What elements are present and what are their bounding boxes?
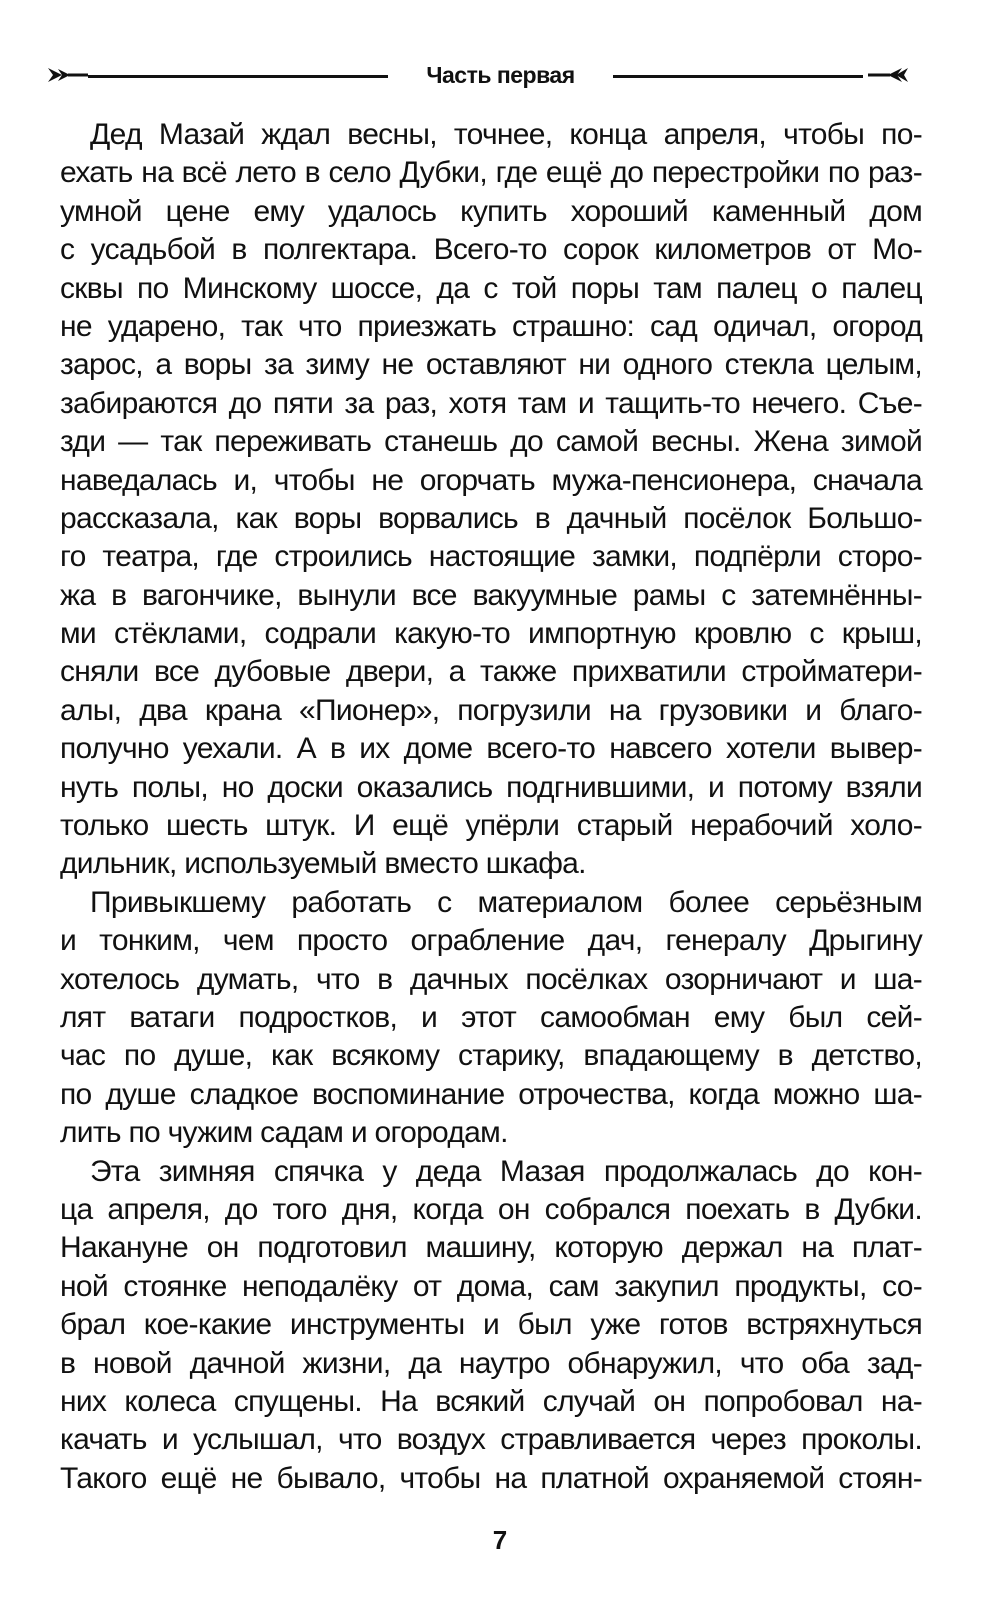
text-line: ми стёклами, содрали какую-то импортную кровлю с крыш, (60, 617, 922, 651)
text-line: лить по чужим садам и огородам. (60, 1116, 508, 1150)
text-line: хотелось думать, что в дачных посёлках озорничают и ша- (60, 962, 922, 996)
text-line: алы, два крана «Пионер», погрузили на грузовики и благо- (60, 693, 922, 727)
text-line: наведалась и, чтобы не огорчать мужа-пенсионера, сначала (60, 463, 922, 497)
text-line: с усадьбой в полгектара. Всего-то сорок километров от Мо- (60, 233, 922, 267)
arrow-ornament-left-icon (48, 60, 88, 90)
text-line: и тонким, чем просто ограбление дач, генералу Дрыгину (60, 924, 922, 958)
text-line: сняли все дубовые двери, а также прихватили стройматери- (60, 655, 922, 689)
text-line: умной цене ему удалось купить хороший каменный дом (60, 194, 922, 228)
text-line: зарос, а воры за зиму не оставляют ни одного стекла целым, (60, 348, 922, 382)
text-line: сквы по Минскому шоссе, да с той поры там палец о палец (60, 271, 922, 305)
text-line: качать и услышал, что воздух стравливается через проколы. (60, 1423, 922, 1457)
text-line: час по душе, как всякому старику, впадающему в детство, (60, 1039, 922, 1073)
arrow-ornament-right-icon (868, 60, 908, 90)
paragraph-1 (60, 116, 922, 884)
text-line: Накануне он подготовил машину, которую держал на плат- (60, 1231, 922, 1265)
text-line: них колеса спущены. На всякий случай он попробовал на- (60, 1384, 922, 1418)
text-line: го театра, где строились настоящие замки, подпёрли сторо- (60, 540, 922, 574)
text-line: рассказала, как воры ворвались в дачный посёлок Большо- (60, 501, 922, 535)
text-line: Такого ещё не бывало, чтобы на платной охраняемой стоян- (60, 1461, 922, 1495)
text-line: получно уехали. А в их доме всего-то навсего хотели вывер- (60, 732, 922, 766)
text-line: жа в вагончике, вынули все вакуумные рамы с затемнённы- (60, 578, 922, 612)
text-line: в новой дачной жизни, да наутро обнаружил, что оба зад- (60, 1346, 922, 1380)
text-line: нуть полы, но доски оказались подгнившими, и потому взяли (60, 770, 922, 804)
text-line: Привыкшему работать с материалом более серьёзным (90, 885, 922, 919)
page-number: 7 (492, 1525, 508, 1555)
text-line: брал кое-какие инструменты и был уже готов встряхнуться (60, 1308, 922, 1342)
header-rule-right (613, 75, 863, 78)
text-line: забираются до пяти за раз, хотя там и тащить-то нечего. Съе- (60, 386, 922, 420)
running-header (48, 60, 908, 90)
text-line: ца апреля, до того дня, когда он собрался поехать в Дубки. (60, 1192, 922, 1226)
text-line: ехать на всё лето в село Дубки, где ещё до перестройки по раз- (60, 156, 922, 190)
text-line: Дед Мазай ждал весны, точнее, конца апреля, чтобы по- (90, 118, 922, 151)
paragraph-3 (60, 1153, 922, 1499)
text-line: по душе сладкое воспоминание отрочества, когда можно ша- (60, 1077, 922, 1111)
body-text (60, 116, 922, 1498)
text-line: зди — так переживать станешь до самой весны. Жена зимой (60, 425, 922, 459)
running-header-title: Часть первая (426, 62, 575, 88)
text-line: дильник, используемый вместо шкафа. (60, 847, 586, 881)
text-line: Эта зимняя спячка у деда Мазая продолжалась до кон- (90, 1154, 922, 1188)
header-rule-left (88, 75, 388, 78)
text-line: только шесть штук. И ещё упёрли старый нерабочий холо- (60, 809, 922, 843)
text-line: ной стоянке неподалёку от дома, сам закупил продукты, со- (60, 1269, 922, 1303)
text-line: лят ватаги подростков, и этот самообман ему был сей- (60, 1000, 922, 1034)
paragraph-2 (60, 884, 922, 1153)
text-line: не ударено, так что приезжать страшно: сад одичал, огород (60, 309, 922, 343)
